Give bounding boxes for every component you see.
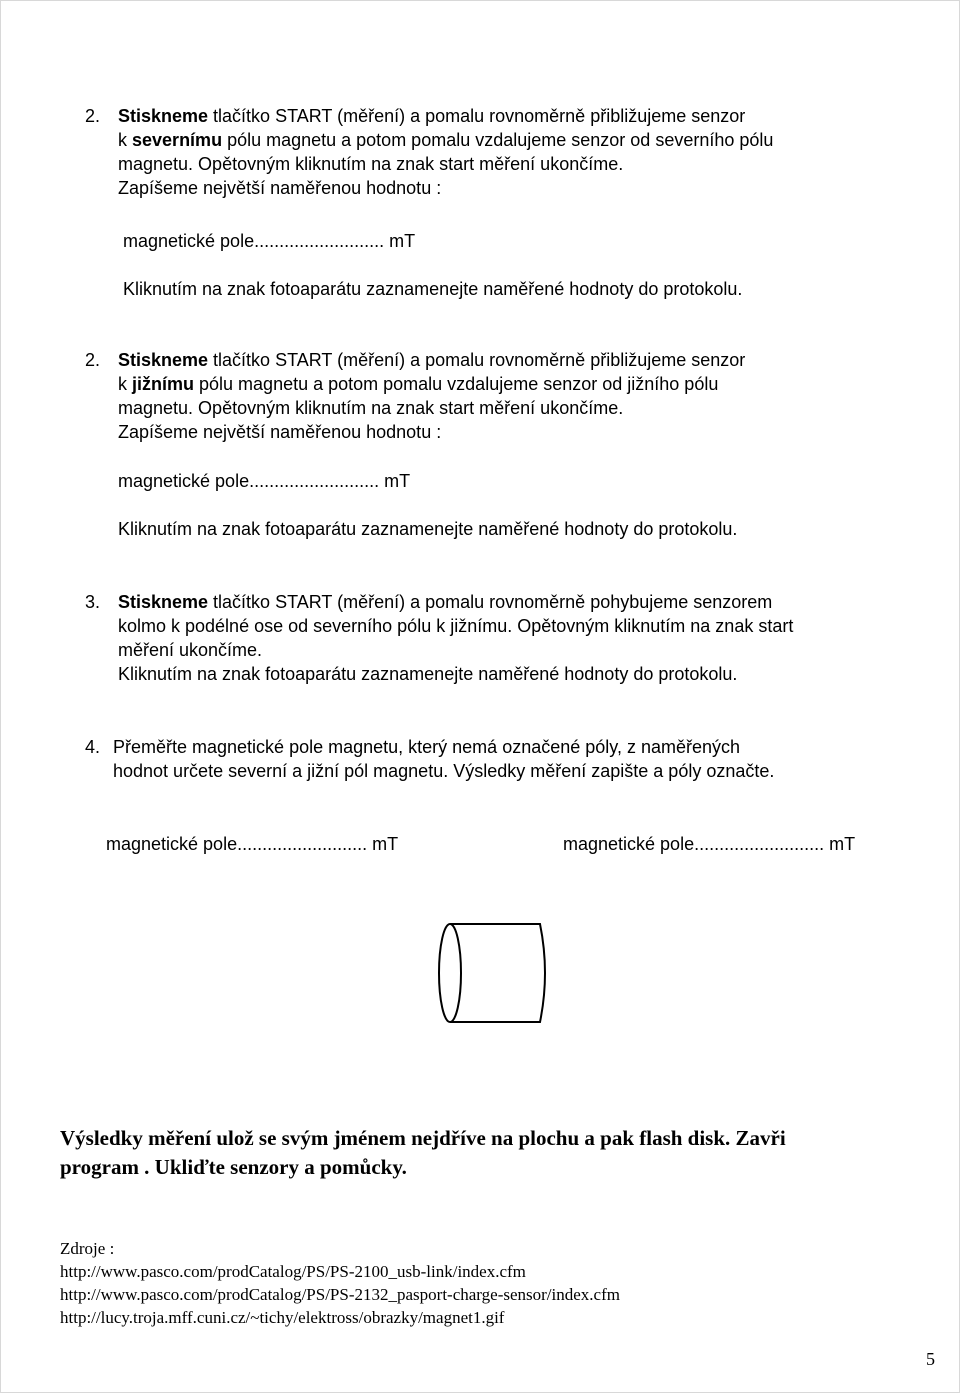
item-body: Přeměřte magnetické pole magnetu, který nemá označené póly, z naměřených hodnot určete severní a jižní pól magnetu. Výsledky měření zapište a póly označte.: [113, 737, 775, 781]
photo-instruction: Kliknutím na znak fotoaparátu zaznamenejte naměřené hodnoty do protokolu.: [118, 519, 738, 539]
magnet-body-outline: [450, 924, 545, 1022]
magnet-cylinder-drawing: [436, 918, 548, 1028]
sources: [60, 1237, 620, 1329]
keyword-pole: jižnímu: [132, 374, 195, 394]
item-number: 3.: [85, 592, 101, 612]
item-body: Stiskneme tlačítko START (měření) a pomalu rovnoměrně přibližujeme senzor k jižnímu pólu magnetu a potom pomalu vzdalujeme senzor od jižního pólu magnetu. Opětovným kliknutím na znak start měření ukončíme. Zapíšeme největší naměřenou hodnotu :: [118, 350, 746, 442]
source-link[interactable]: http://lucy.troja.mff.cuni.cz/~tichy/elektross/obrazky/magnet1.gif: [60, 1308, 505, 1327]
measurement-field-left: magnetické pole.......................... mT: [106, 834, 399, 854]
keyword: Stiskneme: [118, 592, 209, 612]
keyword-pole: severnímu: [132, 130, 223, 150]
item-number: 2.: [85, 106, 101, 126]
sources-heading: Zdroje :: [60, 1239, 115, 1258]
source-link[interactable]: http://www.pasco.com/prodCatalog/PS/PS-2100_usb-link/index.cfm: [60, 1262, 526, 1281]
source-link[interactable]: http://www.pasco.com/prodCatalog/PS/PS-2132_pasport-charge-sensor/index.cfm: [60, 1285, 620, 1304]
keyword: Stiskneme: [118, 106, 209, 126]
final-instruction: Výsledky měření ulož se svým jménem nejdříve na plochu a pak flash disk. Zavři program . Ukliďte senzory a pomůcky.: [60, 1126, 786, 1179]
measurement-field: magnetické pole.......................... mT: [123, 231, 416, 251]
page-number: 5: [926, 1349, 935, 1369]
photo-instruction: Kliknutím na znak fotoaparátu zaznamenejte naměřené hodnoty do protokolu.: [123, 279, 743, 299]
measurement-field-right: magnetické pole.......................... mT: [563, 834, 856, 854]
item-body: Stiskneme tlačítko START (měření) a pomalu rovnoměrně přibližujeme senzor k severnímu pólu magnetu a potom pomalu vzdalujeme senzor od severního pólu magnetu. Opětovným kliknutím na znak start měření ukončíme. Zapíšeme největší naměřenou hodnotu :: [118, 106, 774, 198]
magnet-end-face: [439, 924, 461, 1022]
measurement-field: magnetické pole.......................... mT: [118, 471, 411, 491]
item-number: 4.: [85, 737, 101, 757]
item-body: Stiskneme tlačítko START (měření) a pomalu rovnoměrně pohybujeme senzorem kolmo k podélné ose od severního pólu k jižnímu. Opětovným kliknutím na znak start měření ukončíme. Kliknutím na znak fotoaparátu zaznamenejte naměřené hodnoty do protokolu.: [118, 592, 794, 684]
keyword: Stiskneme: [118, 350, 209, 370]
item-number: 2.: [85, 350, 101, 370]
